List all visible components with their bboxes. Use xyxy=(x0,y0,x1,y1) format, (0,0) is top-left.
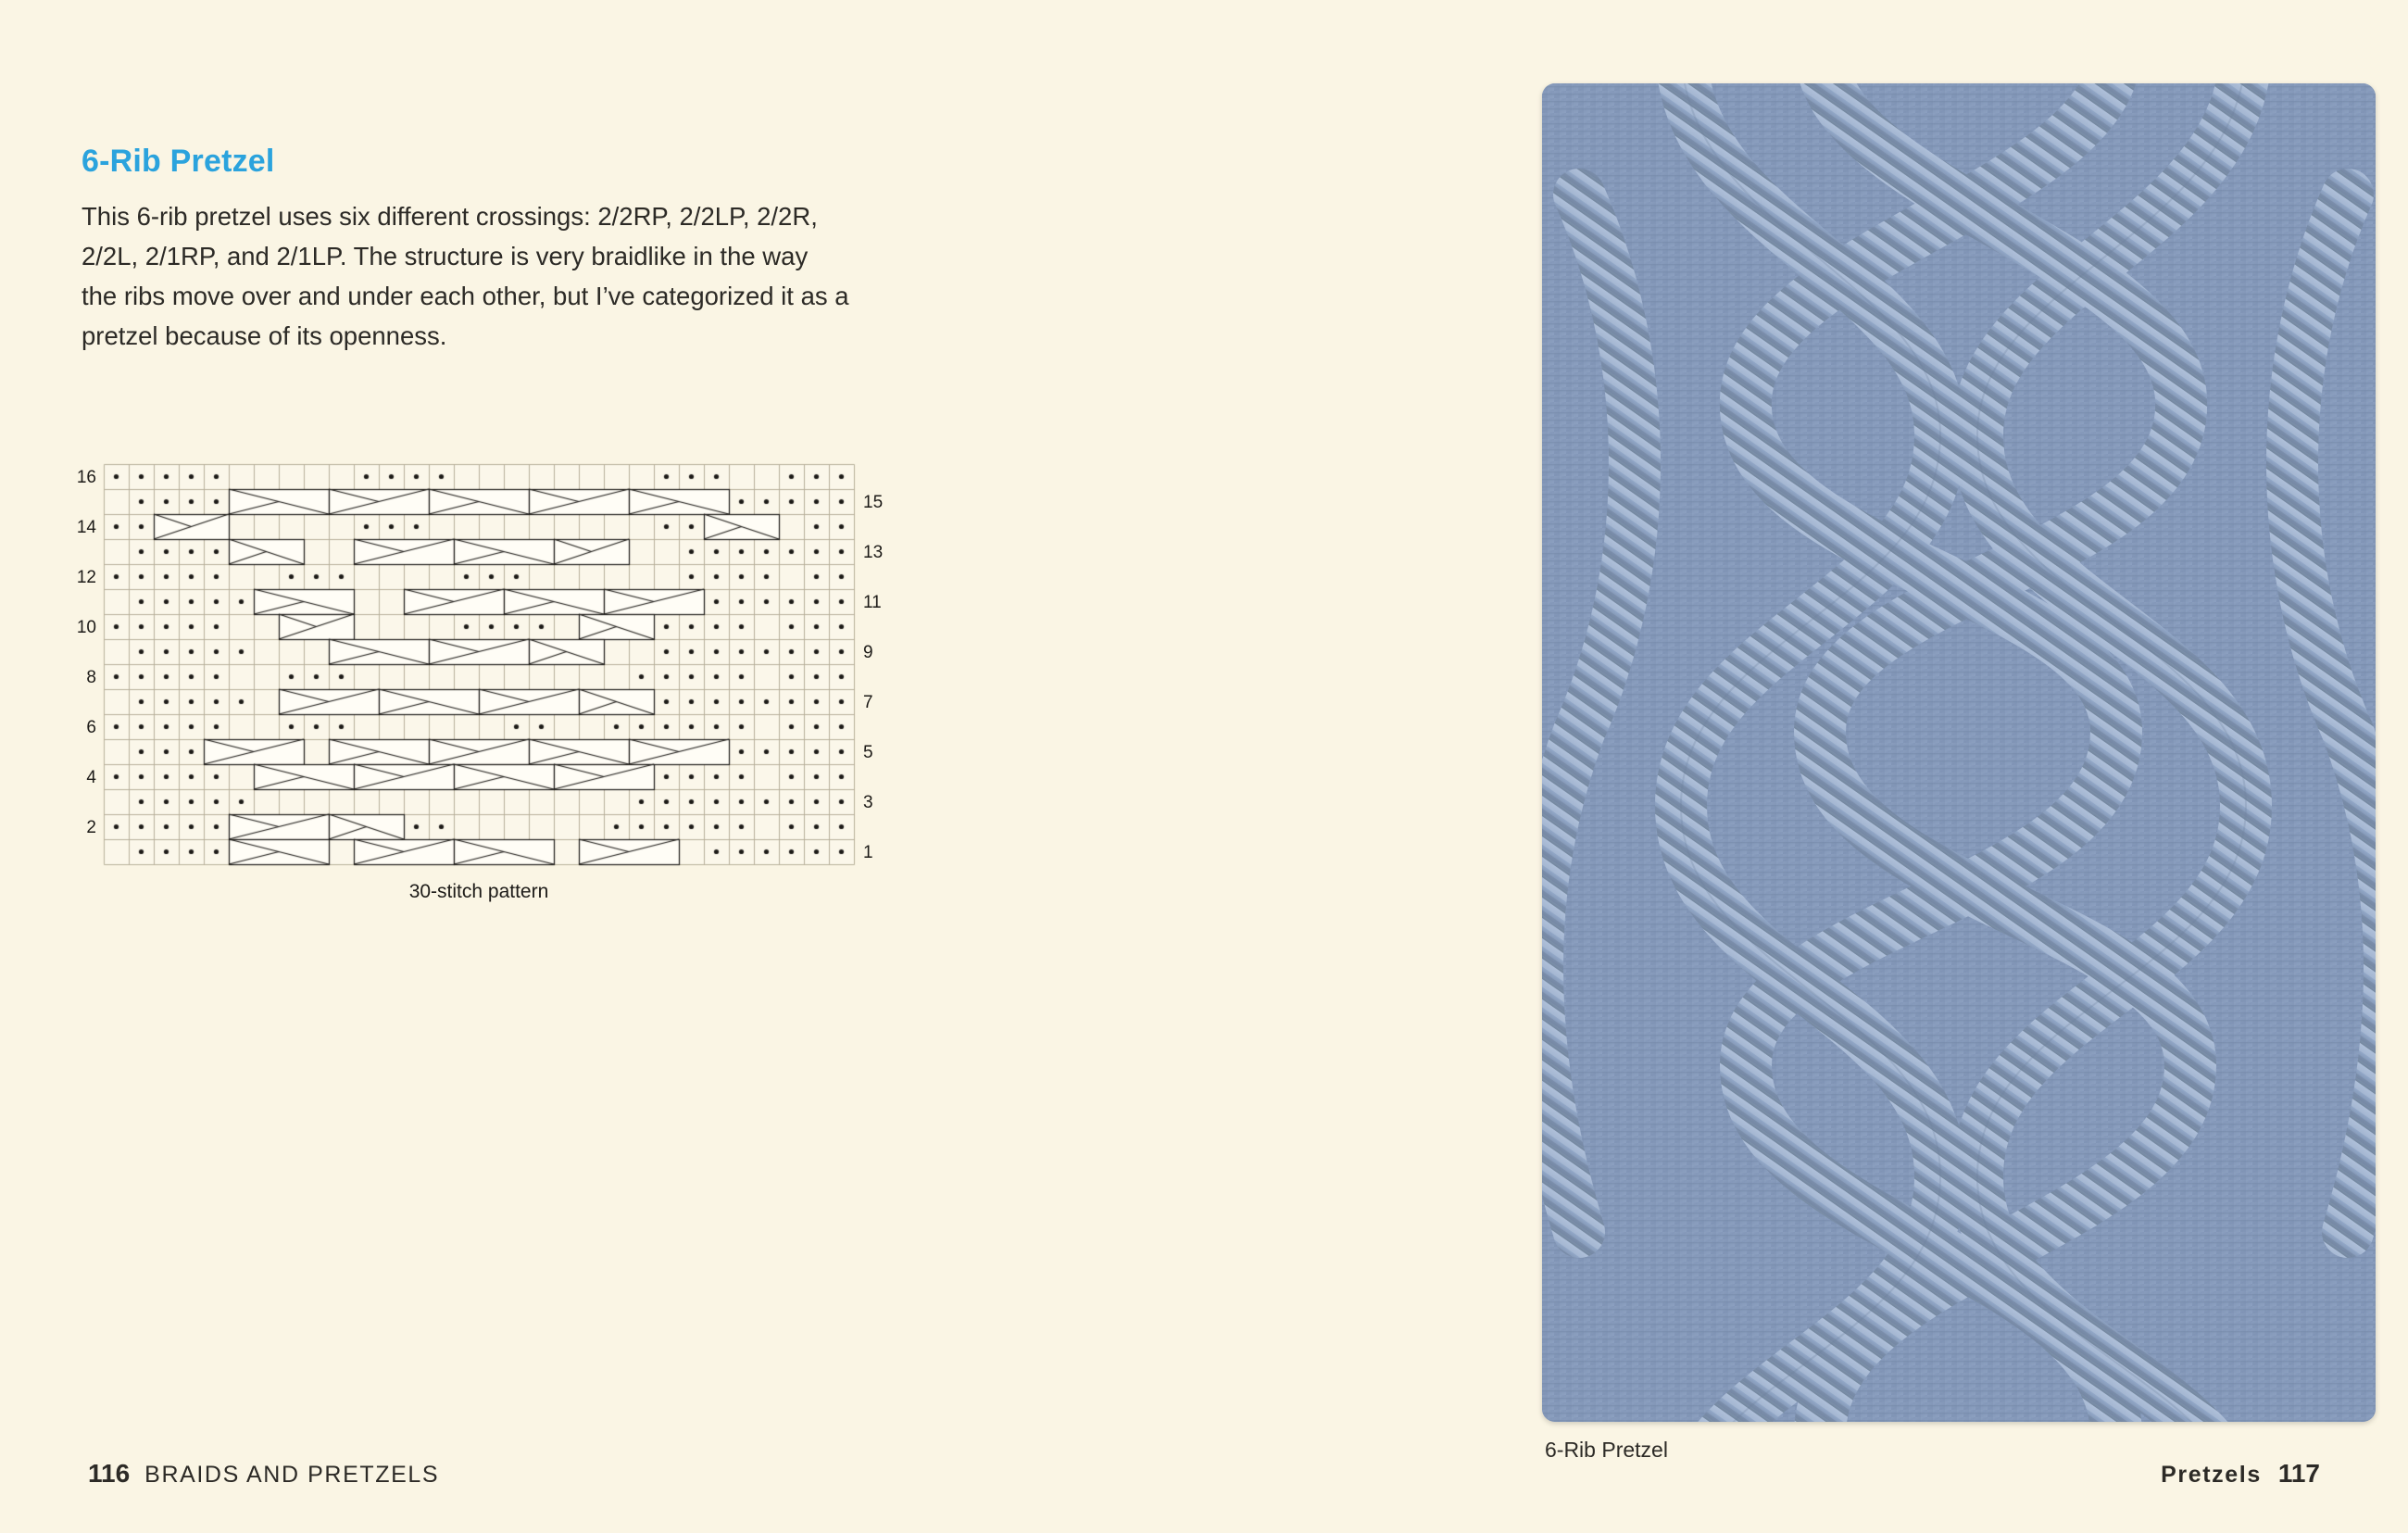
chart-row-number-left: 10 xyxy=(76,617,96,637)
chart-row-number-left: 14 xyxy=(76,517,96,537)
chart-row-number-right: 3 xyxy=(863,792,873,812)
body-paragraph: This 6-rib pretzel uses six different crossings: 2/2RP, 2/2LP, 2/2R, 2/2L, 2/1RP, and 2/1LP. The structure is very braidlike in the way the ribs move over and under each other, but I’ve categorized it as a pretzel because of its openness. xyxy=(82,202,849,350)
chart-row-number-right: 7 xyxy=(863,692,873,712)
chart-canvas xyxy=(82,459,878,875)
left-footer-section: BRAIDS AND PRETZELS xyxy=(144,1462,440,1488)
chart-row-number-right: 13 xyxy=(863,542,884,562)
page-title: 6-Rib Pretzel xyxy=(82,144,275,179)
swatch-illustration xyxy=(1542,83,2376,1422)
knitted-swatch-photo xyxy=(1542,83,2376,1422)
right-page-footer xyxy=(2161,1459,2320,1489)
photo-caption: 6-Rib Pretzel xyxy=(1545,1438,1668,1462)
chart-row-number-right: 11 xyxy=(863,592,882,612)
right-page-number: 117 xyxy=(2277,1459,2320,1488)
right-footer-section: Pretzels xyxy=(2161,1462,2262,1488)
chart-row-number-left: 8 xyxy=(86,667,96,687)
chart-row-number-right: 9 xyxy=(863,642,873,662)
left-page-footer xyxy=(88,1459,439,1489)
chart-row-number-left: 12 xyxy=(76,567,96,587)
chart-row-number-left: 2 xyxy=(86,817,96,837)
right-page xyxy=(1204,0,2408,1533)
chart-row-number-right: 1 xyxy=(863,842,873,862)
chart-row-number-right: 5 xyxy=(863,742,873,762)
left-page-number: 116 xyxy=(88,1459,131,1488)
chart-row-number-right: 15 xyxy=(863,492,884,512)
chart-row-number-left: 16 xyxy=(76,467,96,487)
chart-row-number-left: 6 xyxy=(86,717,96,737)
stitch-chart xyxy=(76,459,884,902)
chart-grid-area xyxy=(76,459,884,902)
chart-caption: 30-stitch pattern xyxy=(408,881,549,902)
chart-row-number-left: 4 xyxy=(86,767,96,787)
